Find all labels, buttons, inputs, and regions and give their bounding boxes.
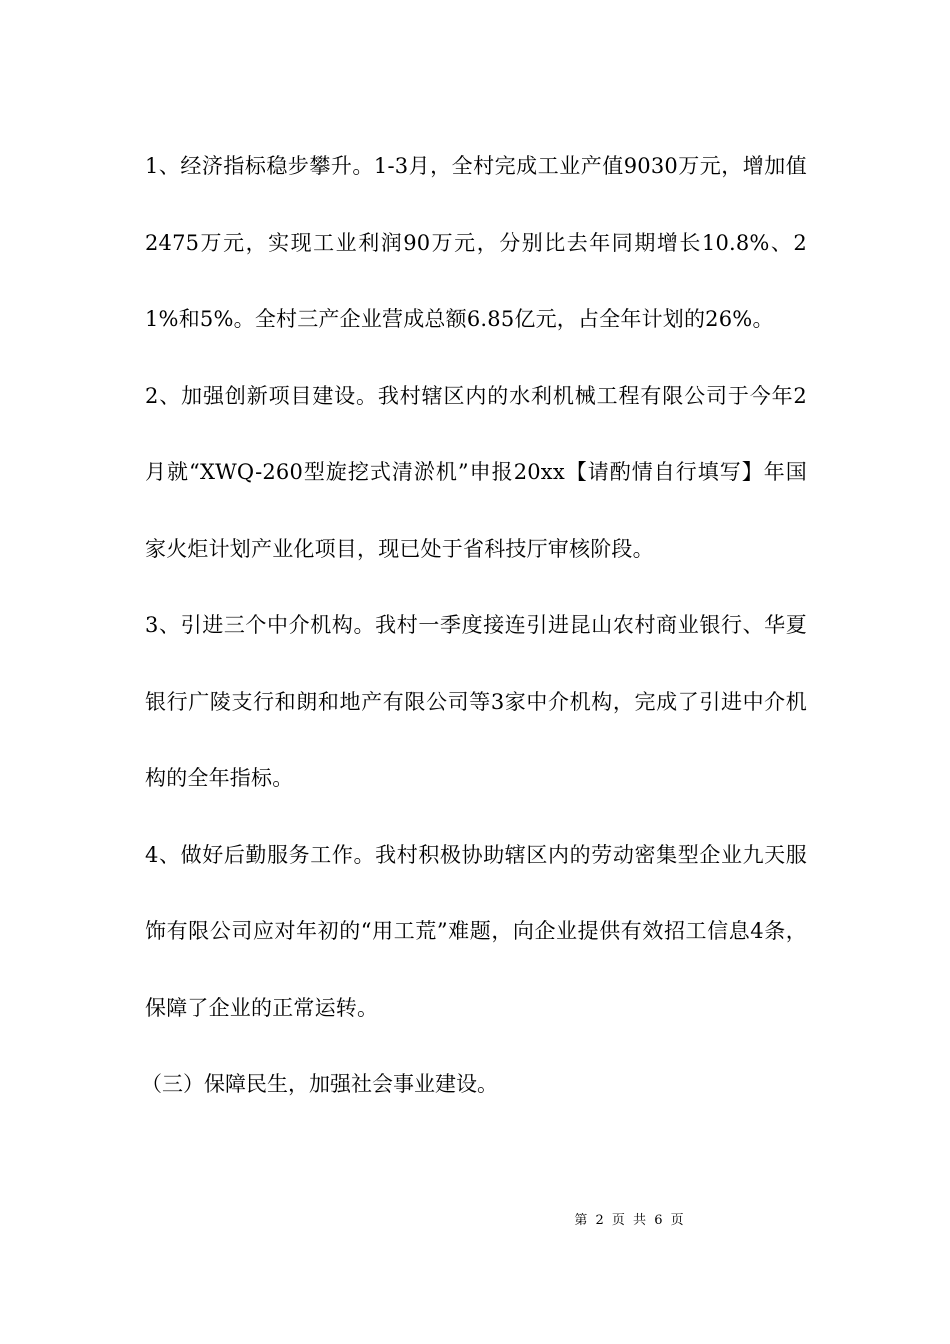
document-body bbox=[141, 128, 807, 1123]
paragraph-logistics-services: 4、做好后勤服务工作。我村积极协助辖区内的劳动密集型企业九天服饰有限公司应对年初的“用工荒”难题，向企业提供有效招工信息4条，保障了企业的正常运转。 bbox=[145, 842, 807, 1020]
section-heading: （三）保障民生，加强社会事业建设。 bbox=[141, 1072, 498, 1096]
paragraph-economic-indicators: 1、经济指标稳步攀升。1-3月，全村完成工业产值9030万元，增加值2475万元，实现工业利润90万元，分别比去年同期增长10.8%、21%和5%。全村三产企业营成总额6.85亿元，占全年计划的26%。 bbox=[145, 154, 807, 331]
paragraph-innovation-projects: 2、加强创新项目建设。我村辖区内的水利机械工程有限公司于今年2月就“XWQ-260型旋挖式清淤机”申报20xx【请酌情自行填写】年国家火炬计划产业化项目，现已处于省科技厅审核阶段。 bbox=[145, 383, 807, 561]
paragraph-intermediary-agencies: 3、引进三个中介机构。我村一季度接连引进昆山农村商业银行、华夏银行广陵支行和朗和地产有限公司等3家中介机构，完成了引进中介机构的全年指标。 bbox=[145, 613, 807, 790]
page-number-footer: 第 2 页 共 6 页 bbox=[574, 1213, 686, 1228]
